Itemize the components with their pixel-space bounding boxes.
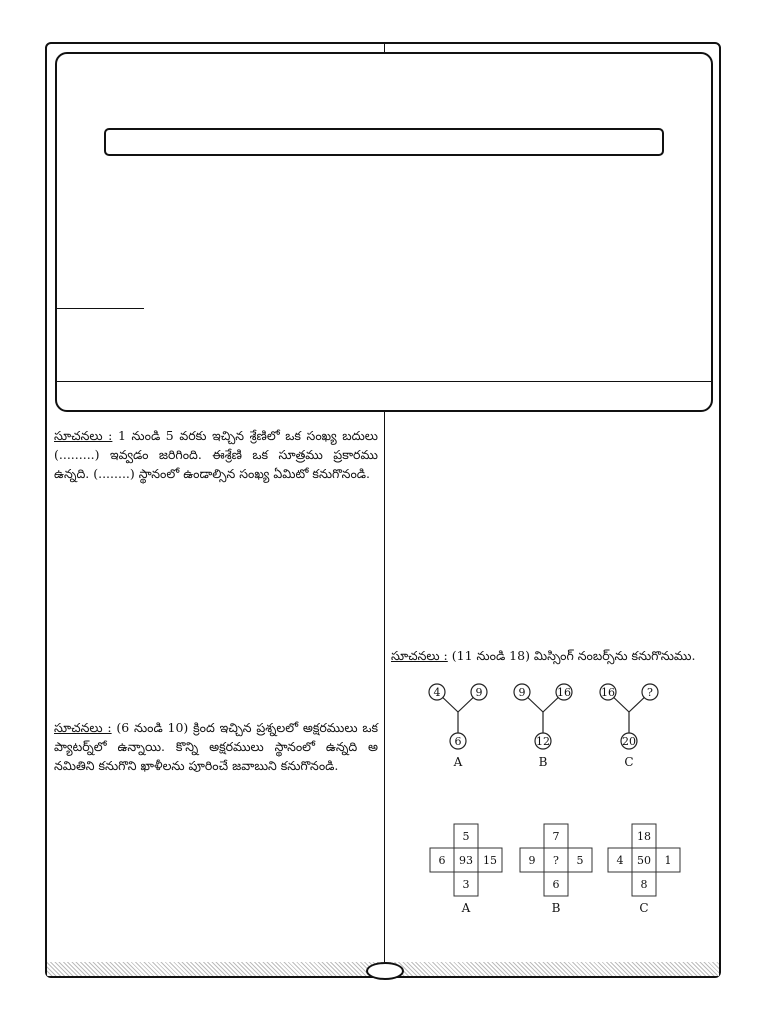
header-rule [56, 381, 712, 382]
cross-label: C [639, 901, 649, 915]
instruction-text: (6 నుండి 10) క్రింద ఇచ్చిన ప్రశ్నలలో అక్షరములు ఒక ప్యాటర్న్‌లో ఉన్నాయి. కొన్ని అక్షరములు స్థానంలో ఉన్నది అ నమితిని కనుగొని ఖాళీలను పూరించే జవాబుని కనుగొనండి. [54, 720, 378, 773]
tree-value-left: 9 [518, 686, 526, 699]
cross-value-right: 5 [576, 854, 584, 867]
cross-value-center: 50 [637, 854, 651, 867]
instruction-text: (11 నుండి 18) మిస్సింగ్ నంబర్స్‌ను కనుగొనుము. [447, 648, 696, 663]
cross-value-center: ? [553, 854, 559, 867]
cross-value-top: 18 [637, 830, 651, 843]
instruction-text: 1 నుండి 5 వరకు ఇచ్చిన శ్రేణిలో ఒక సంఖ్య బదులు (.........) ఇవ్వడం జరిగింది. ఈశ్రేణి ఒక సూత్రము ప్రకారము ఉన్నది. (........) స్థానంలో ఉండాల్సిన సంఖ్య ఏమిటో కనుగొనండి. [54, 428, 378, 481]
tree-value-left: 16 [601, 686, 615, 699]
cross-label: A [461, 901, 471, 915]
cross-value-bottom: 8 [640, 878, 648, 891]
cross-value-bottom: 3 [462, 878, 470, 891]
cross-value-left: 6 [438, 854, 446, 867]
instruction-label: సూచనలు : [54, 428, 113, 443]
page-number-oval [366, 962, 404, 980]
cross-figure-b [517, 822, 595, 918]
cross-label: B [551, 901, 561, 915]
tree-label: A [453, 755, 463, 769]
cross-value-left: 9 [528, 854, 536, 867]
instruction-letters [54, 718, 378, 775]
tree-value-bottom: 6 [454, 735, 462, 748]
top-divider-tick [384, 42, 385, 52]
tree-label: C [624, 755, 634, 769]
underline-stub [56, 308, 144, 309]
cross-value-right: 1 [664, 854, 672, 867]
tree-value-bottom: 12 [536, 735, 550, 748]
tree-figure-c [591, 680, 671, 770]
cross-figure-a [427, 822, 505, 918]
cross-value-top: 7 [552, 830, 560, 843]
cross-value-center: 93 [459, 854, 473, 867]
cross-figure-c [605, 822, 683, 918]
cross-value-right: 15 [483, 854, 497, 867]
tree-value-right: 9 [475, 686, 483, 699]
tree-figure-a [420, 680, 500, 770]
instruction-missing-numbers [391, 646, 719, 665]
tree-value-left: 4 [433, 686, 441, 699]
instruction-label: సూచనలు : [54, 720, 112, 735]
cross-value-top: 5 [462, 830, 470, 843]
tree-label: B [538, 755, 548, 769]
instruction-label: సూచనలు : [391, 648, 448, 663]
column-divider [384, 412, 385, 972]
title-bar [104, 128, 664, 156]
tree-value-bottom: 20 [622, 735, 636, 748]
tree-figure-b [505, 680, 585, 770]
tree-value-right: 16 [557, 686, 571, 699]
instruction-series [54, 426, 378, 483]
header-box [55, 52, 713, 412]
cross-value-bottom: 6 [552, 878, 560, 891]
tree-value-right: ? [647, 686, 653, 699]
cross-value-left: 4 [616, 854, 624, 867]
